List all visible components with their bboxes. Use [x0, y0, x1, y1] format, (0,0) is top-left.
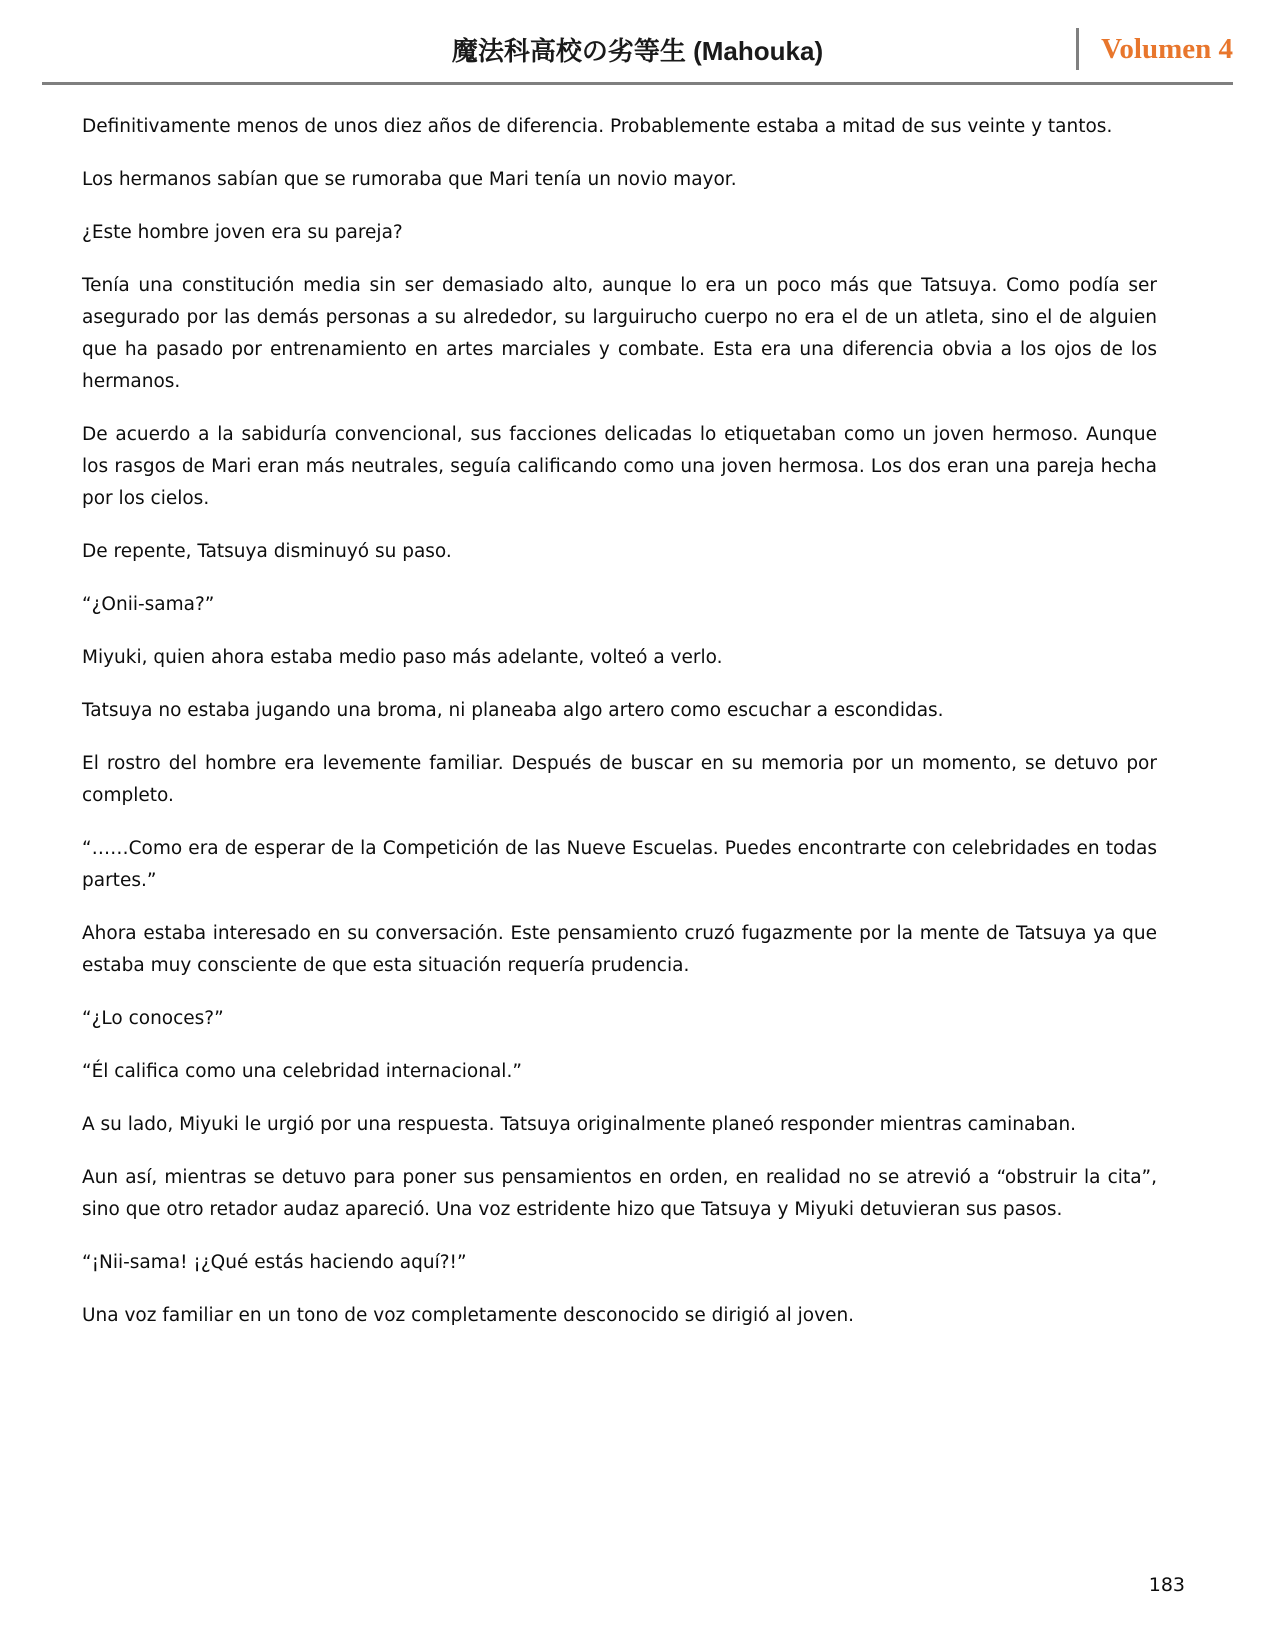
paragraph: ¿Este hombre joven era su pareja?: [82, 222, 403, 243]
paragraph: De acuerdo a la sabiduría convencional, sus facciones delicadas lo etiquetaban como un joven hermoso. Aunque los rasgos de Mari eran más neutrales, seguía calificando como una joven hermosa. Los dos eran una pareja hecha por los cielos.: [82, 424, 1157, 509]
page-title-japanese: 魔法科高校の劣等生: [451, 36, 686, 66]
paragraph: “……Como era de esperar de la Competición de las Nueve Escuelas. Puedes encontrarte con celebridades en todas partes.”: [82, 838, 1157, 891]
volume-label: Volumen 4: [1101, 32, 1233, 65]
paragraph: Definitivamente menos de unos diez años de diferencia. Probablemente estaba a mitad de sus veinte y tantos.: [82, 116, 1113, 137]
paragraph: Los hermanos sabían que se rumoraba que Mari tenía un novio mayor.: [82, 169, 737, 190]
paragraph: Aun así, mientras se detuvo para poner sus pensamientos en orden, en realidad no se atrevió a “obstruir la cita”, sino que otro retador audaz apareció. Una voz estridente hizo que Tatsuya y Miyuki detuvieran sus pasos.: [82, 1167, 1157, 1220]
paragraph: De repente, Tatsuya disminuyó su paso.: [82, 541, 452, 562]
paragraph: “Él califica como una celebridad internacional.”: [82, 1061, 522, 1082]
paragraph: “¡Nii-sama! ¡¿Qué estás haciendo aquí?!”: [82, 1252, 467, 1273]
paragraph: Una voz familiar en un tono de voz completamente desconocido se dirigió al joven.: [82, 1305, 855, 1326]
paragraph: El rostro del hombre era levemente familiar. Después de buscar en su memoria por un momento, se detuvo por completo.: [82, 753, 1157, 806]
paragraph: “¿Lo conoces?”: [82, 1008, 224, 1029]
page-title-latin: (Mahouka): [685, 36, 824, 66]
paragraph: Tenía una constitución media sin ser demasiado alto, aunque lo era un poco más que Tatsuya. Como podía ser asegurado por las demás personas a su alrededor, su larguirucho cuerpo no era el de un atleta, sino el de alguien que ha pasado por entrenamiento en artes marciales y combate. Esta era una diferencia obvia a los ojos de los hermanos.: [82, 275, 1157, 392]
paragraph: A su lado, Miyuki le urgió por una respuesta. Tatsuya originalmente planeó responder mientras caminaban.: [82, 1114, 1077, 1135]
header-divider: [1076, 28, 1079, 70]
paragraph: “¿Onii-sama?”: [82, 594, 215, 615]
paragraph: Tatsuya no estaba jugando una broma, ni planeaba algo artero como escuchar a escondidas.: [82, 700, 944, 721]
page-number: 183: [1148, 1574, 1185, 1596]
page-header: [0, 0, 1275, 76]
volume-block: [1076, 28, 1233, 70]
paragraph: Ahora estaba interesado en su conversación. Este pensamiento cruzó fugazmente por la mente de Tatsuya ya que estaba muy consciente de que esta situación requería prudencia.: [82, 923, 1157, 976]
paragraph: Miyuki, quien ahora estaba medio paso más adelante, volteó a verlo.: [82, 647, 723, 668]
page-body: [0, 85, 1275, 1332]
